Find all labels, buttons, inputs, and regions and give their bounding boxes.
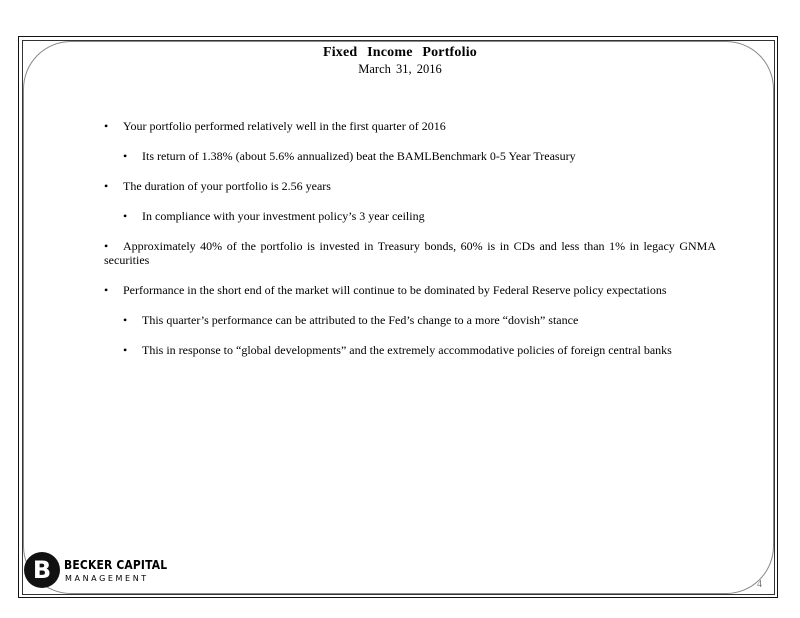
sub-bullet-item [123,209,716,223]
bullet-icon: • [104,283,109,297]
bullet-item [104,239,716,267]
bullet-icon: • [104,179,109,193]
sub-bullet-item [123,313,716,327]
slide-subtitle: March 31, 2016 [358,62,442,76]
bullet-text: The duration of your portfolio is 2.56 years [123,179,331,193]
bullet-text: Your portfolio performed relatively well in the first quarter of 2016 [123,119,446,133]
logo-mark-icon: B [24,552,60,588]
bullet-list [104,119,716,357]
logo-tagline: MANAGEMENT [65,574,149,583]
bullet-icon: • [104,119,109,133]
bullet-icon: • [123,313,128,327]
page-number: 4 [757,579,762,590]
bullet-item [104,283,716,297]
bullet-item [104,179,716,193]
slide-title: Fixed Income Portfolio [322,45,478,60]
logo-name: BECKER CAPITAL [64,557,168,572]
sub-bullet-item [123,149,716,163]
company-logo [24,551,168,591]
bullet-item [104,119,716,133]
sub-bullet-item [123,343,716,357]
bullet-icon: • [104,239,109,253]
bullet-icon: • [123,343,128,357]
bullet-text: Approximately 40% of the portfolio is invested in Treasury bonds, 60% is in CDs and less than 1% in legacy GNMA securities [104,239,716,267]
bullet-text: Its return of 1.38% (about 5.6% annualized) beat the BAMLBenchmark 0-5 Year Treasury [142,149,576,163]
bullet-text: Performance in the short end of the market will continue to be dominated by Federal Reserve policy expectations [123,283,667,297]
bullet-text: This quarter’s performance can be attributed to the Fed’s change to a more “dovish” stance [142,313,579,327]
bullet-text: This in response to “global developments” and the extremely accommodative policies of foreign central banks [142,343,672,357]
bullet-icon: • [123,209,128,223]
title-block [0,45,800,77]
bullet-text: In compliance with your investment policy’s 3 year ceiling [142,209,425,223]
bullet-icon: • [123,149,128,163]
